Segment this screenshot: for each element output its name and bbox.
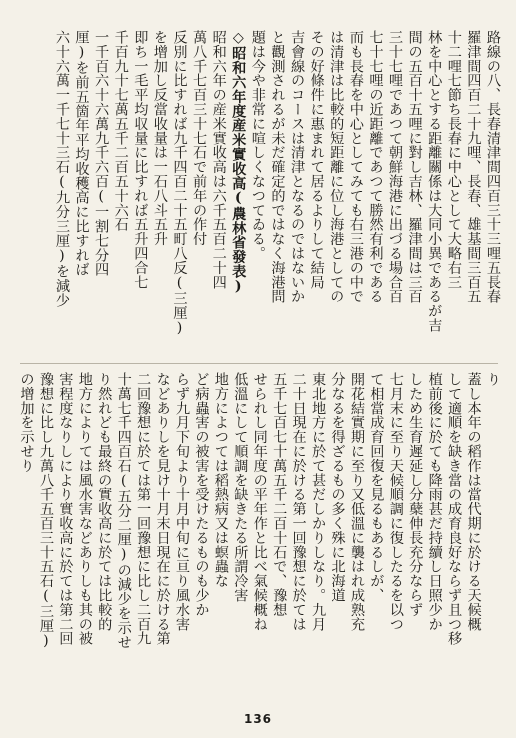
text-column: 吉會線のコースは清津となるのではないか xyxy=(289,30,306,304)
text-column: 厘)を前五箇年平均收穫高に比すれば xyxy=(73,30,90,277)
text-column: 二回豫想に於ては第一回豫想に比し二百九 xyxy=(135,372,152,646)
text-column: 地方によりては風水害などありしも其の被 xyxy=(76,372,93,646)
text-column: 林を中心とする距離關係は大同小異であるが吉 xyxy=(426,30,443,333)
text-column: の增加を示せり xyxy=(18,372,35,473)
text-column: 萬八千七百三十七石で前年の作付 xyxy=(191,30,208,246)
text-column: と觀測されるが未だ確定的ではなく海港問 xyxy=(269,30,286,304)
text-column: 二十日現在に於ける第一回豫想に於ては xyxy=(290,372,307,632)
text-column: 東北地方に於て甚だしかりしなり。九月 xyxy=(310,372,327,632)
text-column: せられし同年度の平年作と比べ氣候概ね xyxy=(251,372,268,632)
text-column: らず九月下旬より十月中旬に亘り風水害 xyxy=(174,372,190,632)
text-column: 六十六萬一千七十三石(九分三厘)を減少 xyxy=(53,30,70,308)
text-column: 七十七哩の近距離であつて勝然有利である xyxy=(367,30,384,304)
text-column: 五千七百七十萬五千二百十石で、豫想 xyxy=(271,372,288,617)
text-column: 間の五百十五哩に對し吉林、羅津間は三百 xyxy=(406,30,423,304)
text-column: 千百九十七萬五千二百五十六石 xyxy=(112,30,129,232)
text-column: ど病蟲害の被害を受けたるものも少か xyxy=(193,372,210,617)
section-divider xyxy=(20,363,498,364)
text-column: しため生育遲延し分蘖伸長充分ならず xyxy=(407,372,424,617)
text-column: 植前後に於ても降雨甚だ持續し日照少か xyxy=(426,372,443,632)
text-column: 即ち一毛平均収量に比すれば五升四合七 xyxy=(132,30,149,290)
text-column: り xyxy=(485,372,501,387)
text-column: して適順を缺き當の成育良好ならず且つ移 xyxy=(446,372,463,646)
text-column: 七月末に至り天候順調に復したるを以つ xyxy=(387,372,404,632)
text-column: 低溫にして順調を缺きたる所謂冷害 xyxy=(232,372,249,603)
upper-text-block xyxy=(16,30,502,360)
text-column: 昭和六年の産米實收高は六千五百二十四 xyxy=(210,30,227,290)
text-column: を增加し反當收量は一石八斗五升 xyxy=(151,30,168,246)
page-number: 136 xyxy=(243,712,273,726)
text-column: などありしを見け十月末日現在に於ける第 xyxy=(154,372,171,646)
text-column: り然れども最終の實收高に於ては比較的 xyxy=(96,372,113,632)
text-column: は清津は比較的短距離に位し海港としての xyxy=(328,30,345,304)
text-column: 題は今や非常に喧しくなつてゐる。 xyxy=(249,30,266,261)
text-column: ◇昭和六年度産米實收高(農林省發表) xyxy=(230,30,247,295)
text-column: その好條件に惠まれて居るよりして結局 xyxy=(308,30,325,290)
text-column: 十二哩七節ち長春に中心として大略右三 xyxy=(445,30,462,290)
text-column: 路線の八、長春清津間四百三十三哩五長春 xyxy=(485,30,501,304)
text-column: 分なるを得ざるもの多く殊に北海道 xyxy=(329,372,346,603)
text-column: 蓋し本年の稻作は當代期に於ける天候概 xyxy=(465,372,482,632)
text-column: 十萬七千四百石(五分二厘)の減少を示せ xyxy=(115,372,132,650)
lower-text-block xyxy=(16,372,502,702)
text-column: 羅津間四百二十九哩、長春、雄基間三百五 xyxy=(465,30,482,304)
text-column: 開花結實期に至り又低溫に襲はれ成熟充 xyxy=(348,372,365,632)
text-column: 害程度なりしにより實收高に於ては第二回 xyxy=(57,372,74,646)
text-column: 一千百六十六萬九千六百(一割七分四 xyxy=(93,30,110,277)
text-column: て相當成育回復を見るもあるしが、 xyxy=(368,372,385,603)
text-column: 三十七哩であつて朝鮮海港に出づる場合百 xyxy=(387,30,404,304)
text-column: 反別に比すれば九千四百二十五町八反(三厘) xyxy=(171,30,188,336)
text-column: 豫想に比し九萬八千五百三十五石(三厘) xyxy=(37,372,54,650)
text-column: 而も長春を中心としてみても右三港の中で xyxy=(347,30,364,304)
text-column: 地方によつては稻熱病又は螟蟲な xyxy=(212,372,229,588)
